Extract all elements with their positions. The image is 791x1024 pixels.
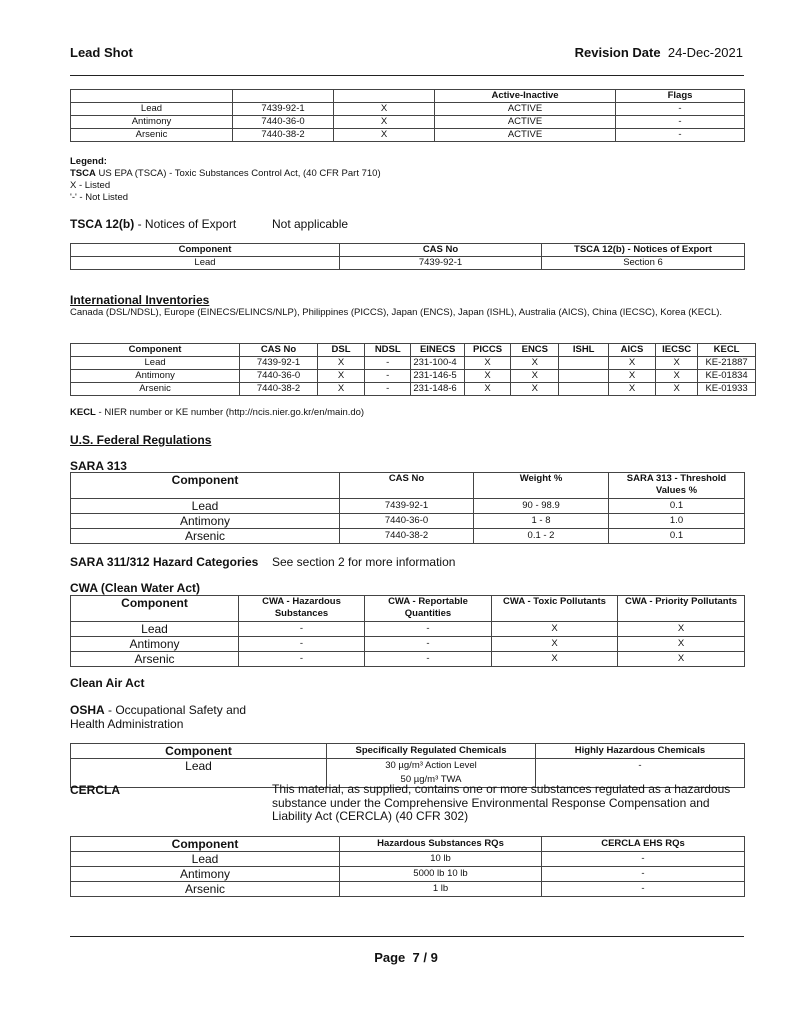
footer-divider — [70, 936, 744, 937]
table-cell: 7440-36-0 — [340, 514, 474, 529]
header-divider — [70, 75, 744, 76]
table-row — [71, 383, 756, 396]
table-cell: Arsenic — [71, 652, 239, 667]
table-row — [71, 357, 756, 370]
table-cell: - — [365, 622, 492, 637]
table-cell: 231-148-6 — [411, 383, 465, 396]
table-cell: X — [317, 370, 364, 383]
table-cell: X — [618, 637, 745, 652]
table-cell: Antimony — [71, 867, 340, 882]
table-header: SARA 313 - Threshold Values % — [609, 473, 745, 499]
table-cell: ACTIVE — [435, 129, 616, 142]
table-cell: Lead — [71, 257, 340, 270]
table-header: Component — [71, 744, 327, 759]
table-cell: 7439-92-1 — [340, 257, 542, 270]
table-cell: X — [317, 383, 364, 396]
table-header: Specifically Regulated Chemicals — [327, 744, 536, 759]
table-row — [71, 257, 745, 270]
table-cell: - — [616, 103, 745, 116]
table-cell: KE-21887 — [698, 357, 756, 370]
cwa-heading: CWA (Clean Water Act) — [70, 581, 201, 595]
table-cell: X — [334, 116, 435, 129]
table-row — [71, 882, 745, 897]
table-header-row — [71, 596, 745, 622]
table-cell: - — [365, 370, 411, 383]
tsca12b-label-rest: - Notices of Export — [134, 217, 237, 231]
table-header-row — [71, 244, 745, 257]
osha-lead-action-level: 30 µg/m³ Action Level — [385, 760, 477, 771]
table-header-row — [71, 837, 745, 852]
revision-value: 24-Dec-2021 — [667, 45, 743, 60]
table-cell: - — [616, 116, 745, 129]
table-cell: - — [365, 383, 411, 396]
table-row — [71, 116, 745, 129]
table-cell: X — [608, 357, 655, 370]
table-row — [71, 622, 745, 637]
table-cell: - — [365, 652, 492, 667]
table-cell: X — [464, 383, 510, 396]
table-header: DSL — [317, 344, 364, 357]
table-cell: X — [511, 383, 559, 396]
table-header: Component — [71, 596, 239, 622]
table-cell: 7440-38-2 — [240, 383, 318, 396]
table-cell: 1 lb — [340, 882, 542, 897]
osha-heading — [70, 703, 260, 731]
table-header: AICS — [608, 344, 655, 357]
table-cell: Arsenic — [71, 383, 240, 396]
sara311-label: SARA 311/312 Hazard Categories — [70, 555, 259, 569]
table-cell: Lead — [71, 622, 239, 637]
table-header: Component — [71, 837, 340, 852]
kecl-note — [70, 407, 364, 419]
international-inventories-table — [70, 343, 756, 396]
international-heading: International Inventories — [70, 293, 210, 307]
table-row — [71, 529, 745, 544]
table-cell: 10 lb — [340, 852, 542, 867]
table-cell: - — [536, 759, 745, 788]
table-cell: X — [334, 103, 435, 116]
table-cell — [559, 370, 608, 383]
sara313-table — [70, 472, 745, 544]
table-cell: Lead — [71, 852, 340, 867]
legend-tsca — [70, 168, 381, 180]
table-cell: ACTIVE — [435, 116, 616, 129]
table-cell: Arsenic — [71, 529, 340, 544]
table-cell: 7440-36-0 — [233, 116, 334, 129]
table-cell: X — [656, 370, 698, 383]
table-cell: 0.1 — [609, 499, 745, 514]
table-cell: Antimony — [71, 637, 239, 652]
page-value: 7 / 9 — [412, 950, 438, 965]
table-cell: 1 - 8 — [474, 514, 609, 529]
table-cell: 7440-38-2 — [340, 529, 474, 544]
table-header — [233, 90, 334, 103]
tsca12b-heading — [70, 217, 236, 231]
table-header: Hazardous Substances RQs — [340, 837, 542, 852]
table-cell: - — [365, 357, 411, 370]
table-cell: X — [511, 357, 559, 370]
kecl-note-bold: KECL — [70, 407, 96, 418]
table-cell: 231-100-4 — [411, 357, 465, 370]
tsca12b-table — [70, 243, 745, 270]
osha-label-bold: OSHA — [70, 703, 105, 717]
table-cell: Antimony — [71, 370, 240, 383]
us-federal-heading: U.S. Federal Regulations — [70, 433, 212, 447]
table-cell: Lead — [71, 759, 327, 788]
table-cell: X — [656, 383, 698, 396]
table-cell — [559, 357, 608, 370]
table-row — [71, 129, 745, 142]
table-header: Weight % — [474, 473, 609, 499]
table-header: TSCA 12(b) - Notices of Export — [542, 244, 745, 257]
table-cell: X — [618, 622, 745, 637]
table-header-row — [71, 473, 745, 499]
table-cell: KE-01834 — [698, 370, 756, 383]
table-cell: - — [239, 622, 365, 637]
table-cell: 7439-92-1 — [240, 357, 318, 370]
table-header-row — [71, 344, 756, 357]
table-cell: - — [616, 129, 745, 142]
sara311-value: See section 2 for more information — [272, 555, 456, 569]
table-header: ENCS — [511, 344, 559, 357]
table-cell: 7440-38-2 — [233, 129, 334, 142]
table-row — [71, 370, 756, 383]
table-header: CWA - Hazardous Substances — [239, 596, 365, 622]
table-cell: 7440-36-0 — [240, 370, 318, 383]
legend-tsca-abbr: TSCA — [70, 168, 96, 179]
table-header: Component — [71, 473, 340, 499]
legend-title: Legend: — [70, 156, 107, 167]
table-cell: 5000 lb 10 lb — [340, 867, 542, 882]
table-cell: X — [492, 622, 618, 637]
table-cell: - — [365, 637, 492, 652]
table-cell: 7439-92-1 — [340, 499, 474, 514]
table-cell: - — [239, 652, 365, 667]
table-cell: X — [656, 357, 698, 370]
tsca12b-value: Not applicable — [272, 217, 349, 231]
cercla-table — [70, 836, 745, 897]
legend-tsca-desc: US EPA (TSCA) - Toxic Substances Control Act, (40 CFR Part 710) — [95, 168, 381, 179]
cwa-table — [70, 595, 745, 667]
table-cell: Section 6 — [542, 257, 745, 270]
table-cell: X — [608, 370, 655, 383]
clean-air-heading: Clean Air Act — [70, 676, 145, 690]
legend-listed: X - Listed — [70, 180, 111, 191]
table-cell: X — [492, 637, 618, 652]
table-cell: - — [542, 882, 745, 897]
table-cell: Arsenic — [71, 882, 340, 897]
table-cell: Lead — [71, 103, 233, 116]
table-header: IECSC — [656, 344, 698, 357]
table-cell: X — [334, 129, 435, 142]
table-cell: - — [542, 867, 745, 882]
table-header: Active-Inactive — [435, 90, 616, 103]
table-header: Flags — [616, 90, 745, 103]
table-cell: 1.0 — [609, 514, 745, 529]
table-header-row — [71, 90, 745, 103]
table-cell: X — [511, 370, 559, 383]
table-header: CWA - Toxic Pollutants — [492, 596, 618, 622]
table-header-row — [71, 744, 745, 759]
table-cell: 0.1 - 2 — [474, 529, 609, 544]
table-cell: 90 - 98.9 — [474, 499, 609, 514]
osha-label-rest: - Occupational Safety and Health Administration — [70, 703, 247, 731]
table-cell: 231-146-5 — [411, 370, 465, 383]
table-cell: Lead — [71, 499, 340, 514]
cercla-label: CERCLA — [70, 783, 120, 797]
table-row — [71, 637, 745, 652]
table-cell: Antimony — [71, 116, 233, 129]
table-cell: Arsenic — [71, 129, 233, 142]
table-row — [71, 499, 745, 514]
table-cell: X — [618, 652, 745, 667]
page-label: Page — [374, 950, 406, 965]
page-number — [0, 950, 791, 965]
kecl-note-text: - NIER number or KE number (http://ncis.nier.go.kr/en/main.do) — [95, 407, 365, 418]
table-cell: X — [317, 357, 364, 370]
table-header: CERCLA EHS RQs — [542, 837, 745, 852]
table-header: PICCS — [464, 344, 510, 357]
table-header: CWA - Reportable Quantities — [365, 596, 492, 622]
cercla-text: This material, as supplied, contains one or more substances regulated as a hazardous substance under the Comprehensive Environmental Response Compensation and Liability Act (CERCLA) (40 CFR 302) — [272, 782, 731, 823]
table-row — [71, 852, 745, 867]
revision-date — [575, 45, 743, 60]
table-cell: - — [239, 637, 365, 652]
table-header: Highly Hazardous Chemicals — [536, 744, 745, 759]
legend-not-listed: '-' - Not Listed — [70, 192, 129, 203]
tsca12b-label-bold: TSCA 12(b) — [70, 217, 135, 231]
table-cell: 7439-92-1 — [233, 103, 334, 116]
table-header: ISHL — [559, 344, 608, 357]
table-cell: X — [492, 652, 618, 667]
table-row — [71, 514, 745, 529]
table-cell: KE-01933 — [698, 383, 756, 396]
table-header — [334, 90, 435, 103]
table-header — [71, 90, 233, 103]
table-header: CAS No — [340, 244, 542, 257]
table-header: CWA - Priority Pollutants — [618, 596, 745, 622]
tsca-table — [70, 89, 745, 142]
table-row — [71, 652, 745, 667]
table-header: Component — [71, 344, 240, 357]
table-header: CAS No — [340, 473, 474, 499]
table-row — [71, 867, 745, 882]
table-cell: Lead — [71, 357, 240, 370]
international-description: Canada (DSL/NDSL), Europe (EINECS/ELINCS/NLP), Philippines (PICCS), Japan (ENCS), Japan (ISHL), Australia (AICS), China (IECSC), Korea (KECL). — [70, 307, 723, 318]
table-cell: X — [464, 357, 510, 370]
table-cell: 0.1 — [609, 529, 745, 544]
table-header: NDSL — [365, 344, 411, 357]
table-cell: Antimony — [71, 514, 340, 529]
table-header: CAS No — [240, 344, 318, 357]
table-cell: X — [608, 383, 655, 396]
table-cell: - — [542, 852, 745, 867]
table-cell — [559, 383, 608, 396]
table-header: Component — [71, 244, 340, 257]
document-title: Lead Shot — [70, 45, 133, 60]
osha-lead-twa: 50 µg/m³ TWA — [400, 774, 462, 785]
revision-label: Revision Date — [574, 45, 661, 60]
table-header: KECL — [698, 344, 756, 357]
sara313-heading: SARA 313 — [70, 459, 127, 473]
table-cell: ACTIVE — [435, 103, 616, 116]
table-row — [71, 103, 745, 116]
table-cell: X — [464, 370, 510, 383]
table-header: EINECS — [411, 344, 465, 357]
